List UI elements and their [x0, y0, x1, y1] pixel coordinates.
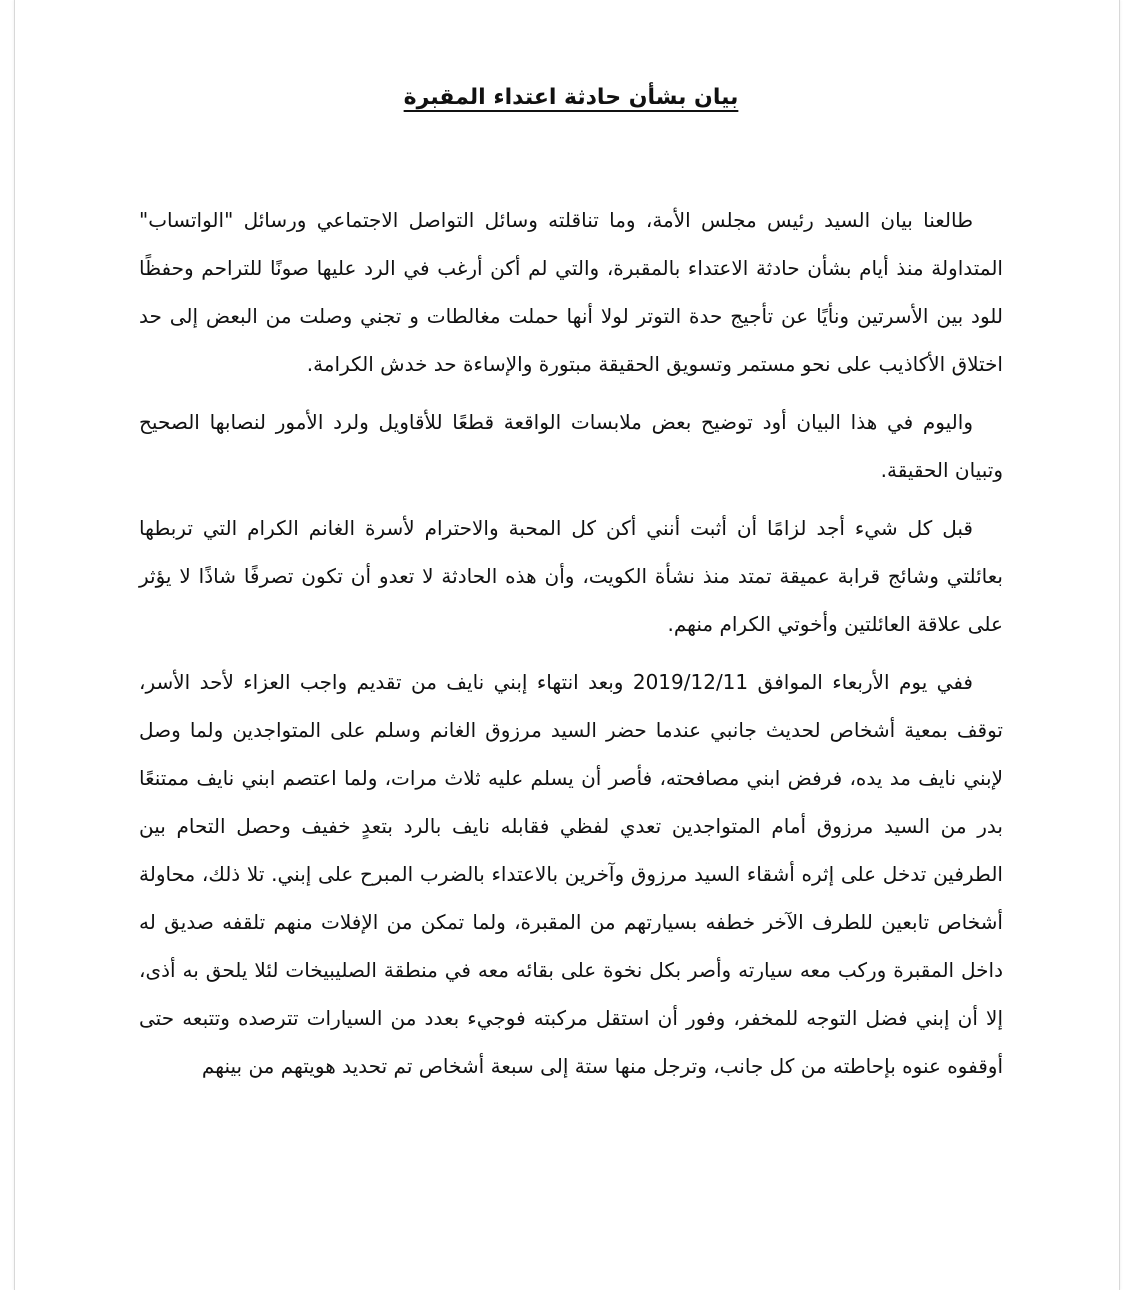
paragraph-intro: طالعنا بيان السيد رئيس مجلس الأمة، وما تناقلته وسائل التواصل الاجتماعي ورسائل "الواتساب" المتداولة منذ أيام بشأن حادثة الاعتداء بالمقبرة، والتي لم أكن أرغب في الرد عليها صونًا للتراحم وحفظًا للود بين الأسرتين ونأيًا عن تأجيج حدة التوتر لولا أنها حملت مغالطات و تجني وصلت من البعض إلى حد اختلاق الأكاذيب على نحو مستمر وتسويق الحقيقة مبتورة والإساءة حد خدش الكرامة.	[139, 208, 1003, 376]
document-page	[14, 0, 1120, 1290]
paragraph-purpose: واليوم في هذا البيان أود توضيح بعض ملابسات الواقعة قطعًا للأقاويل ولرد الأمور لنصابها الصحيح وتبيان الحقيقة.	[139, 410, 1003, 482]
paragraph-respect: قبل كل شيء أجد لزامًا أن أثبت أنني أكن كل المحبة والاحترام لأسرة الغانم الكرام التي تربطها بعائلتي وشائج قرابة عميقة تمتد منذ نشأة الكويت، وأن هذه الحادثة لا تعدو أن تكون تصرفًا شاذًا لا يؤثر على علاقة العائلتين وأخوتي الكرام منهم.	[139, 516, 1003, 636]
document-title: بيان بشأن حادثة اعتداء المقبرة	[403, 85, 739, 110]
document-body	[139, 66, 1003, 1100]
paragraph-incident: ففي يوم الأربعاء الموافق 2019/12/11 وبعد انتهاء إبني نايف من تقديم واجب العزاء لأحد الأسر، توقف بمعية أشخاص لحديث جانبي عندما حضر السيد مرزوق الغانم وسلم على المتواجدين ولما وصل لإبني نايف مد يده، فرفض ابني مصافحته، فأصر أن يسلم عليه ثلاث مرات، ولما اعتصم ابني نايف ممتنعًا بدر من السيد مرزوق أمام المتواجدين تعدي لفظي فقابله نايف بالرد بتعدٍ خفيف وحصل التحام بين الطرفين تدخل على إثره أشقاء السيد مرزوق وآخرين بالاعتداء بالضرب المبرح على إبني. تلا ذلك، محاولة أشخاص تابعين للطرف الآخر خطفه بسيارتهم من المقبرة، ولما تمكن من الإفلات منهم تلقفه صديق له داخل المقبرة وركب معه سيارته وأصر بكل نخوة على بقائه معه في منطقة الصليبيخات لئلا يلحق به أذى، إلا أن إبني فضل التوجه للمخفر، وفور أن استقل مركبته فوجيء بعدد من السيارات تترصده وتتبعه حتى أوقفوه عنوه بإحاطته من كل جانب، وترجل منها ستة إلى سبعة أشخاص تم تحديد هويتهم من بينهم	[139, 670, 1003, 1078]
